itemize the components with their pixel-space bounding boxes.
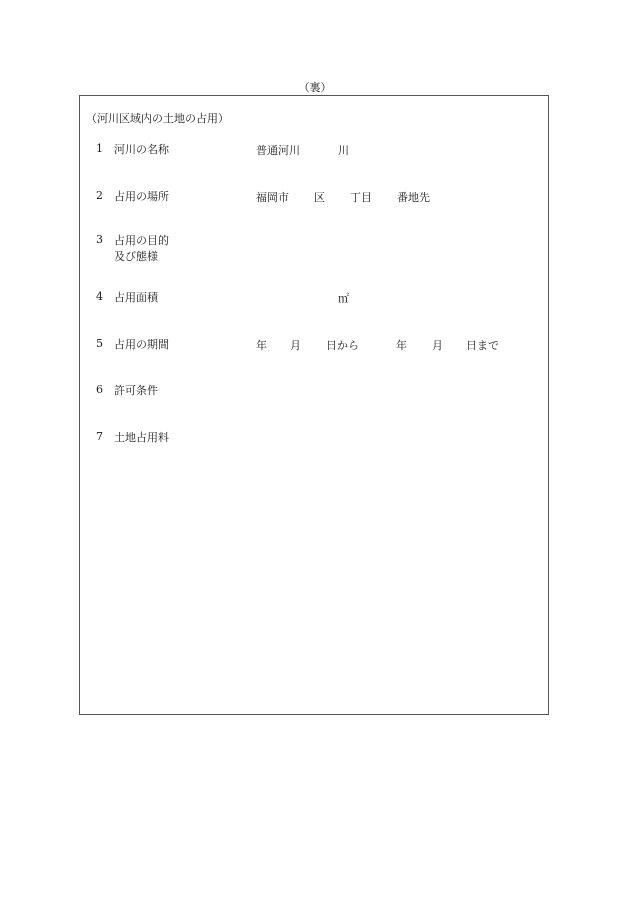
start-month: 月 [290, 339, 301, 352]
item-label: 河川の名称 [114, 143, 169, 156]
chome-value: 丁目 [350, 191, 372, 204]
river-suffix-value: 川 [338, 144, 349, 157]
item-label: 占用の場所 [114, 190, 169, 203]
item-label: 占用の期間 [114, 338, 169, 351]
item-area [80, 290, 548, 320]
end-month: 月 [432, 339, 443, 352]
page-header: （裏） [298, 81, 332, 94]
end-year: 年 [396, 339, 407, 352]
item-label: 占用面積 [114, 291, 158, 304]
item-label-line1: 占用の目的 [114, 234, 169, 247]
item-number: 7 [96, 430, 103, 443]
area-unit: ㎡ [338, 292, 349, 305]
item-conditions [80, 383, 548, 413]
section-title: （河川区域内の土地の占用） [86, 112, 229, 125]
item-number: 6 [96, 383, 103, 396]
item-number: 2 [96, 189, 103, 202]
start-year: 年 [256, 339, 267, 352]
item-number: 3 [96, 233, 103, 246]
item-label: 土地占用料 [114, 431, 169, 444]
item-number: 1 [96, 142, 103, 155]
banchi-value: 番地先 [397, 191, 430, 204]
item-label-line2: 及び態様 [114, 250, 158, 263]
item-label: 許可条件 [114, 384, 158, 397]
end-day: 日まで [466, 339, 499, 352]
city-value: 福岡市 [256, 191, 289, 204]
item-river-name [80, 142, 548, 172]
river-type-value: 普通河川 [256, 144, 300, 157]
item-number: 5 [96, 337, 103, 350]
item-label [114, 233, 169, 265]
item-number: 4 [96, 290, 103, 303]
item-purpose [80, 233, 548, 263]
item-fee [80, 430, 548, 460]
form-box [79, 95, 549, 715]
ward-value: 区 [314, 191, 325, 204]
item-period [80, 337, 548, 367]
item-location [80, 189, 548, 219]
start-day: 日から [326, 339, 359, 352]
